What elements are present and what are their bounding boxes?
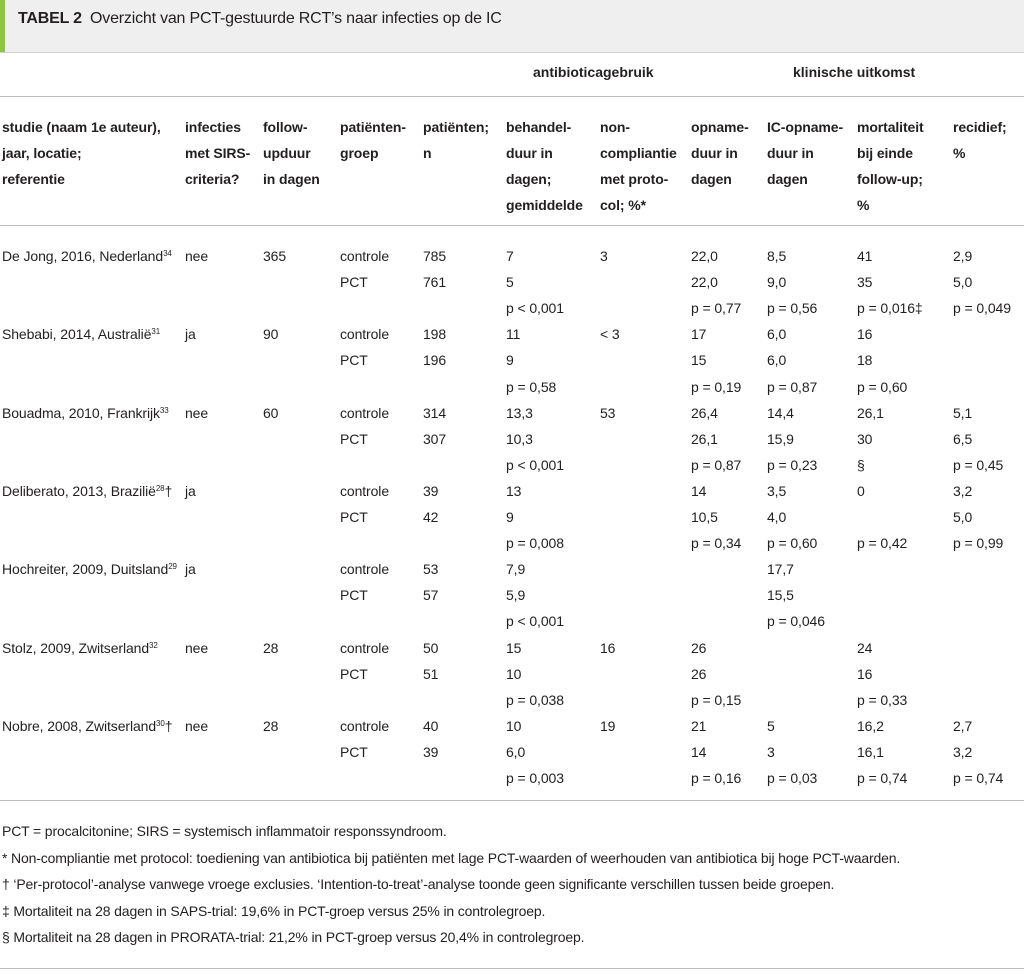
study-author-year-location: Stolz, 2009, Zwitserland xyxy=(2,639,150,656)
column-header-admission-duration xyxy=(691,114,749,192)
ic-admission-duration-value: 4,0 xyxy=(767,509,787,525)
column-header-line: patiënten; xyxy=(423,119,489,135)
study-author-year-location: Hochreiter, 2009, Duitsland xyxy=(2,561,169,578)
patients-value: 39 xyxy=(423,743,439,760)
treatment-duration-value: 7 xyxy=(506,248,514,264)
ic-admission-duration-value: p = 0,56 xyxy=(767,300,818,317)
noncompliance-value: 16 xyxy=(600,639,616,656)
column-header-line: met SIRS- xyxy=(185,145,251,161)
group-value: controle xyxy=(340,561,390,578)
column-header-line: jaar, locatie; xyxy=(2,145,82,161)
noncompliance-value: 19 xyxy=(600,717,616,734)
noncompliance-value: < 3 xyxy=(600,326,620,343)
column-header-line: groep xyxy=(340,145,379,161)
treatment-duration-value: p < 0,001 xyxy=(506,613,564,630)
reference-number: 29 xyxy=(168,562,177,572)
column-header-line: in dagen xyxy=(263,171,320,187)
admission-duration-value: 15 xyxy=(691,352,707,369)
column-header-line: n xyxy=(423,145,432,161)
admission-duration-value: 22,0 xyxy=(691,248,718,264)
study-name xyxy=(2,556,177,582)
admission-duration-value: 22,0 xyxy=(691,274,718,291)
followup-days-value: 28 xyxy=(263,639,279,656)
recurrence-value: p = 0,45 xyxy=(953,456,1004,473)
ic-admission-duration-value: 3 xyxy=(767,743,775,760)
group-value: PCT xyxy=(340,430,368,447)
patients-value: 50 xyxy=(423,639,439,656)
patients-value: 40 xyxy=(423,717,439,734)
column-header-line: opname- xyxy=(691,119,749,135)
treatment-duration-value: 5 xyxy=(506,274,514,291)
study-author-year-location: Bouadma, 2010, Frankrijk xyxy=(2,404,160,421)
column-header-line: criteria? xyxy=(185,171,240,187)
treatment-duration-value: 7,9 xyxy=(506,561,526,578)
column-header-line: mortaliteit xyxy=(857,119,924,135)
admission-duration-value: 26 xyxy=(691,639,707,656)
mortality-value: 16,1 xyxy=(857,743,884,760)
column-header-sirs xyxy=(185,114,250,192)
recurrence-value: p = 0,049 xyxy=(953,300,1011,317)
group-value: PCT xyxy=(340,274,368,291)
group-value: controle xyxy=(340,639,390,656)
ic-admission-duration-value: 14,4 xyxy=(767,404,794,421)
group-value: PCT xyxy=(340,509,368,525)
mortality-value: p = 0,016‡ xyxy=(857,300,923,317)
mortality-value: p = 0,33 xyxy=(857,691,908,708)
mortality-value: § xyxy=(857,456,865,473)
recurrence-value: 3,2 xyxy=(953,482,973,499)
table-caption: Overzicht van PCT-gestuurde RCT’s naar infecties op de IC xyxy=(90,10,502,27)
column-header-line: follow- xyxy=(263,119,308,135)
group-value: controle xyxy=(340,326,390,343)
reference-number: 32 xyxy=(149,640,158,650)
mortality-value: 16 xyxy=(857,665,873,682)
study-author-year-location: Shebabi, 2014, Australië xyxy=(2,326,152,343)
study-name xyxy=(2,635,158,661)
column-header-line: dagen xyxy=(691,171,732,187)
ic-admission-duration-value: 9,0 xyxy=(767,274,787,291)
followup-days-value: 90 xyxy=(263,326,279,343)
sirs-criteria-value: nee xyxy=(185,248,209,264)
treatment-duration-value: 15 xyxy=(506,639,522,656)
ic-admission-duration-value: p = 0,23 xyxy=(767,456,818,473)
treatment-duration-value: 13,3 xyxy=(506,404,533,421)
column-header-mortality xyxy=(857,114,924,218)
footer-divider xyxy=(0,800,1024,801)
sirs-criteria-value: nee xyxy=(185,639,209,656)
treatment-duration-value: p = 0,008 xyxy=(506,535,564,552)
followup-days-value: 28 xyxy=(263,717,279,734)
noncompliance-value: 53 xyxy=(600,404,616,421)
table-title-bar xyxy=(0,0,1024,53)
table-title xyxy=(18,10,502,28)
patients-value: 51 xyxy=(423,665,439,682)
ic-admission-duration-value: 15,9 xyxy=(767,430,794,447)
column-header-group xyxy=(340,114,406,166)
sirs-criteria-value: ja xyxy=(185,561,196,578)
group-value: controle xyxy=(340,248,390,264)
ic-admission-duration-value: p = 0,046 xyxy=(767,613,825,630)
study-author-year-location: Nobre, 2008, Zwitserland xyxy=(2,717,157,734)
header-divider xyxy=(0,96,1024,97)
reference-number: 28 xyxy=(155,483,165,493)
ic-admission-duration-value: p = 0,60 xyxy=(767,535,818,552)
group-value: PCT xyxy=(340,352,368,369)
table-label: TABEL 2 xyxy=(18,10,82,27)
reference-number: 34 xyxy=(163,249,172,258)
admission-duration-value: p = 0,34 xyxy=(691,535,742,552)
sirs-criteria-value: nee xyxy=(185,404,209,421)
mortality-value: 30 xyxy=(857,430,873,447)
mortality-value: p = 0,60 xyxy=(857,378,908,395)
column-header-line: non- xyxy=(600,119,630,135)
column-header-study xyxy=(2,114,161,192)
title-accent-bar xyxy=(0,0,5,52)
recurrence-value: 5,0 xyxy=(953,509,973,525)
column-header-line: dagen xyxy=(767,171,808,187)
footnote: * Non-compliantie met protocol: toediening van antibiotica bij patiënten met lage PCT-waarden of weerhouden van antibiotica bij hoge PCT-waarden. xyxy=(2,849,901,866)
treatment-duration-value: 10 xyxy=(506,665,522,682)
mortality-value: 26,1 xyxy=(857,404,884,421)
admission-duration-value: 26,4 xyxy=(691,404,718,421)
patients-value: 307 xyxy=(423,430,447,447)
mortality-value: 0 xyxy=(857,482,865,499)
ic-admission-duration-value: 8,5 xyxy=(767,248,787,264)
column-header-line: duur in xyxy=(506,145,553,161)
group-value: controle xyxy=(340,404,390,421)
sirs-criteria-value: nee xyxy=(185,717,209,734)
ic-admission-duration-value: 3,5 xyxy=(767,482,787,499)
column-header-line: bij einde xyxy=(857,145,913,161)
column-header-line: col; %* xyxy=(600,197,646,213)
ic-admission-duration-value: 17,7 xyxy=(767,561,794,578)
sirs-criteria-value: ja xyxy=(185,482,196,499)
study-name xyxy=(2,400,169,426)
recurrence-value: p = 0,99 xyxy=(953,535,1004,552)
treatment-duration-value: 9 xyxy=(506,509,514,525)
mortality-value: 18 xyxy=(857,352,873,369)
footnote: § Mortaliteit na 28 dagen in PRORATA-trial: 21,2% in PCT-groep versus 20,4% in controlegroep. xyxy=(2,929,585,946)
ic-admission-duration-value: 15,5 xyxy=(767,587,794,604)
column-header-line: % xyxy=(857,197,870,213)
admission-duration-value: 17 xyxy=(691,326,707,343)
treatment-duration-value: 9 xyxy=(506,352,514,369)
study-name xyxy=(2,243,172,269)
treatment-duration-value: p = 0,58 xyxy=(506,378,557,395)
study-name xyxy=(2,478,172,504)
treatment-duration-value: p < 0,001 xyxy=(506,300,564,317)
noncompliance-value: 3 xyxy=(600,248,608,264)
admission-duration-value: 26 xyxy=(691,665,707,682)
treatment-duration-value: 10,3 xyxy=(506,430,533,447)
recurrence-value: 3,2 xyxy=(953,743,973,760)
ic-admission-duration-value: 6,0 xyxy=(767,326,787,343)
treatment-duration-value: 13 xyxy=(506,482,522,499)
column-header-line: studie (naam 1e auteur), xyxy=(2,119,161,135)
column-header-followup xyxy=(263,114,320,192)
recurrence-value: p = 0,74 xyxy=(953,770,1004,786)
ic-admission-duration-value: 6,0 xyxy=(767,352,787,369)
column-header-line: gemiddelde xyxy=(506,197,583,213)
admission-duration-value: 10,5 xyxy=(691,509,718,525)
mortality-value: 24 xyxy=(857,639,873,656)
admission-duration-value: 26,1 xyxy=(691,430,718,447)
treatment-duration-value: 5,9 xyxy=(506,587,526,604)
mortality-value: p = 0,74 xyxy=(857,770,908,786)
recurrence-value: 2,9 xyxy=(953,248,973,264)
treatment-duration-value: 6,0 xyxy=(506,743,526,760)
reference-number: 33 xyxy=(159,405,169,415)
group-value: controle xyxy=(340,482,390,499)
patients-value: 198 xyxy=(423,326,447,343)
footnote: ‡ Mortaliteit na 28 dagen in SAPS-trial: 19,6% in PCT-groep versus 25% in controlegroep. xyxy=(2,902,546,919)
recurrence-value: 5,0 xyxy=(953,274,973,291)
ic-admission-duration-value: p = 0,87 xyxy=(767,378,818,395)
mortality-value: 16 xyxy=(857,326,873,343)
group-value: PCT xyxy=(340,665,368,682)
treatment-duration-value: 10 xyxy=(506,717,522,734)
patients-value: 314 xyxy=(423,404,447,421)
patients-value: 53 xyxy=(423,561,439,578)
column-header-line: duur in xyxy=(767,145,814,161)
group-header-outcome: klinische uitkomst xyxy=(793,64,916,80)
followup-days-value: 365 xyxy=(263,248,287,264)
mortality-value: 35 xyxy=(857,274,873,291)
column-header-line: duur in xyxy=(691,145,738,161)
column-header-line: infecties xyxy=(185,119,241,135)
footnote: PCT = procalcitonine; SIRS = systemisch inflammatoir responssyndroom. xyxy=(2,823,447,839)
mortality-value: 41 xyxy=(857,248,873,264)
treatment-duration-value: p = 0,003 xyxy=(506,770,564,786)
bottom-divider xyxy=(0,968,1024,969)
patients-value: 57 xyxy=(423,587,439,604)
column-header-line: met proto- xyxy=(600,171,669,187)
column-header-line: upduur xyxy=(263,145,311,161)
sirs-criteria-value: ja xyxy=(185,326,196,343)
study-name xyxy=(2,321,160,347)
recurrence-value: 6,5 xyxy=(953,430,973,447)
admission-duration-value: p = 0,15 xyxy=(691,691,742,708)
recurrence-value: 5,1 xyxy=(953,404,973,421)
patients-value: 196 xyxy=(423,352,447,369)
column-header-patients xyxy=(423,114,489,166)
column-header-line: referentie xyxy=(2,171,65,187)
study-author-year-location: Deliberato, 2013, Brazilië xyxy=(2,482,156,499)
study-name xyxy=(2,713,172,739)
patients-value: 785 xyxy=(423,248,447,264)
group-value: PCT xyxy=(340,587,368,604)
treatment-duration-value: 11 xyxy=(506,326,521,343)
group-value: PCT xyxy=(340,743,368,760)
admission-duration-value: p = 0,19 xyxy=(691,378,742,395)
column-header-ic-admission-duration xyxy=(767,114,843,192)
reference-number: 31 xyxy=(151,327,161,337)
column-header-line: patiënten- xyxy=(340,119,406,135)
recurrence-value: 2,7 xyxy=(953,717,973,734)
column-header-line: follow-up; xyxy=(857,171,923,187)
column-header-line: dagen; xyxy=(506,171,552,187)
admission-duration-value: 21 xyxy=(691,717,707,734)
per-protocol-marker: † xyxy=(164,482,173,499)
followup-days-value: 60 xyxy=(263,404,279,421)
column-header-noncompliance xyxy=(600,114,677,218)
column-header-line: compliantie xyxy=(600,145,677,161)
reference-number: 30 xyxy=(156,718,165,728)
treatment-duration-value: p < 0,001 xyxy=(506,456,564,473)
footnote: † ‘Per-protocol’-analyse vanwege vroege exclusies. ‘Intention-to-treat’-analyse toonde geen significante verschillen tussen beide groepen. xyxy=(2,876,835,893)
admission-duration-value: 14 xyxy=(691,743,707,760)
patients-value: 761 xyxy=(423,274,447,291)
admission-duration-value: p = 0,16 xyxy=(691,770,742,786)
treatment-duration-value: p = 0,038 xyxy=(506,691,564,708)
patients-value: 42 xyxy=(423,509,439,525)
per-protocol-marker: † xyxy=(164,717,173,734)
body-divider xyxy=(0,225,1024,226)
admission-duration-value: p = 0,87 xyxy=(691,456,742,473)
group-value: controle xyxy=(340,717,390,734)
study-author-year-location: De Jong, 2016, Nederland xyxy=(2,248,164,264)
column-header-line: % xyxy=(953,145,966,161)
mortality-value: 16,2 xyxy=(857,717,884,734)
column-header-recurrence xyxy=(953,114,1007,166)
admission-duration-value: 14 xyxy=(691,482,707,499)
column-header-treatment-duration xyxy=(506,114,583,218)
patients-value: 39 xyxy=(423,482,439,499)
ic-admission-duration-value: p = 0,03 xyxy=(767,770,818,786)
mortality-value: p = 0,42 xyxy=(857,535,908,552)
column-header-line: recidief; xyxy=(953,119,1007,135)
column-header-line: IC-opname- xyxy=(767,119,844,135)
admission-duration-value: p = 0,77 xyxy=(691,300,742,317)
ic-admission-duration-value: 5 xyxy=(767,717,775,734)
column-header-line: behandel- xyxy=(506,119,572,135)
group-header-antibiotics: antibioticagebruik xyxy=(533,64,654,80)
